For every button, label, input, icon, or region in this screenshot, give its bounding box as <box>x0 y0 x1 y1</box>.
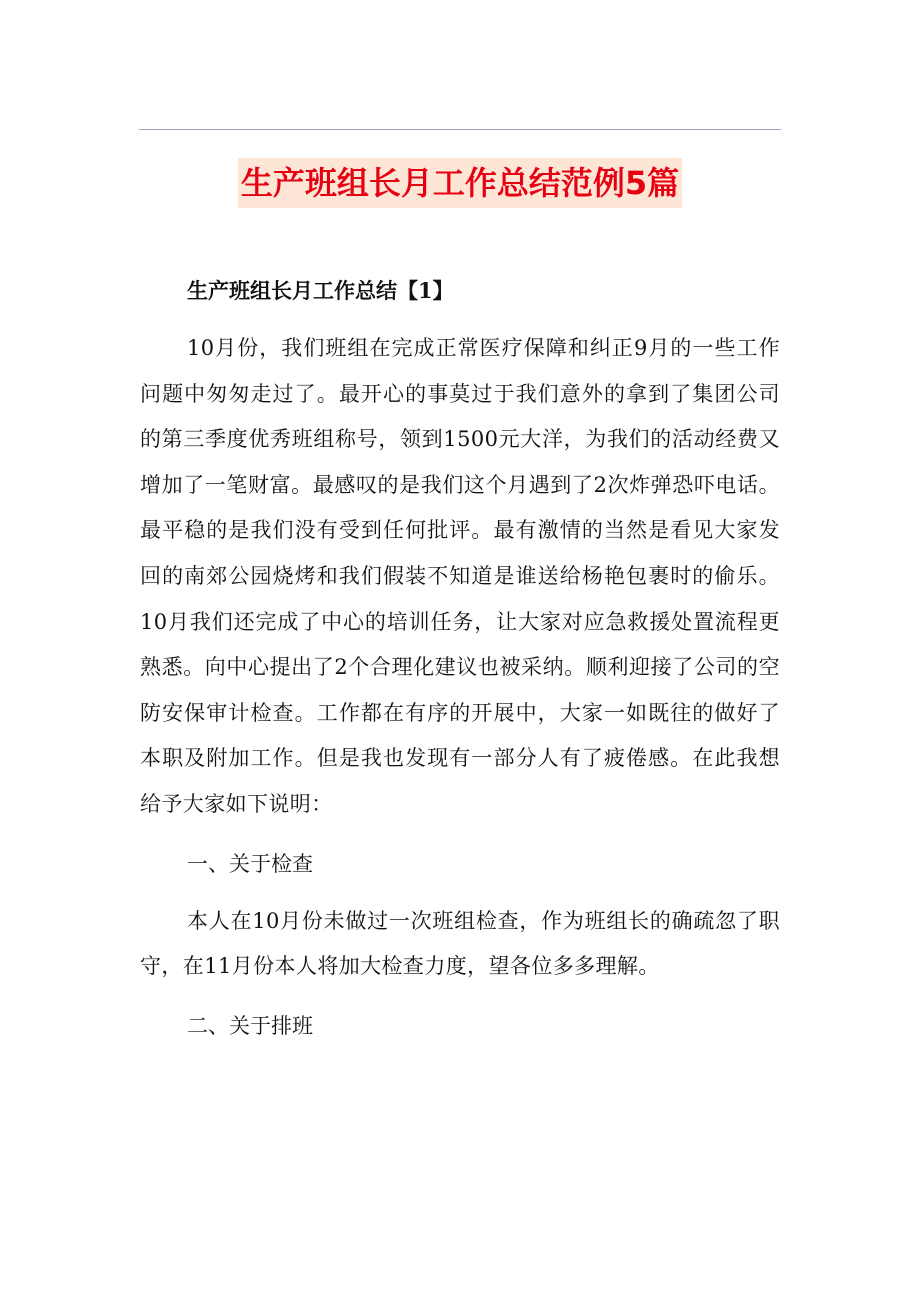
subheading-inspection: 一、关于检查 <box>187 851 313 876</box>
title-container <box>0 158 920 208</box>
document-body <box>140 268 780 1061</box>
paragraph-2: 本人在10月份未做过一次班组检查，作为班组长的确疏忽了职守，在11月份本人将加大检查力度，望各位多多理解。 <box>140 908 780 979</box>
document-title: 生产班组长月工作总结范例5篇 <box>238 158 682 208</box>
subheading-scheduling: 二、关于排班 <box>187 1013 313 1038</box>
paragraph-1: 10月份，我们班组在完成正常医疗保障和纠正9月的一些工作问题中匆匆走过了。最开心的事莫过于我们意外的拿到了集团公司的第三季度优秀班组称号，领到1500元大洋，为我们的活动经费又增加了一笔财富。最感叹的是我们这个月遇到了2次炸弹恐吓电话。最平稳的是我们没有受到任何批评。最有激情的当然是看见大家发回的南郊公园烧烤和我们假装不知道是谁送给杨艳包裹时的偷乐。10月我们还完成了中心的培训任务，让大家对应急救援处置流程更熟悉。向中心提出了2个合理化建议也被采纳。顺利迎接了公司的空防安保审计检查。工作都在有序的开展中，大家一如既往的做好了本职及附加工作。但是我也发现有一部分人有了疲倦感。在此我想给予大家如下说明： <box>140 336 780 816</box>
section-heading: 生产班组长月工作总结【1】 <box>187 278 454 303</box>
top-divider <box>139 129 781 130</box>
